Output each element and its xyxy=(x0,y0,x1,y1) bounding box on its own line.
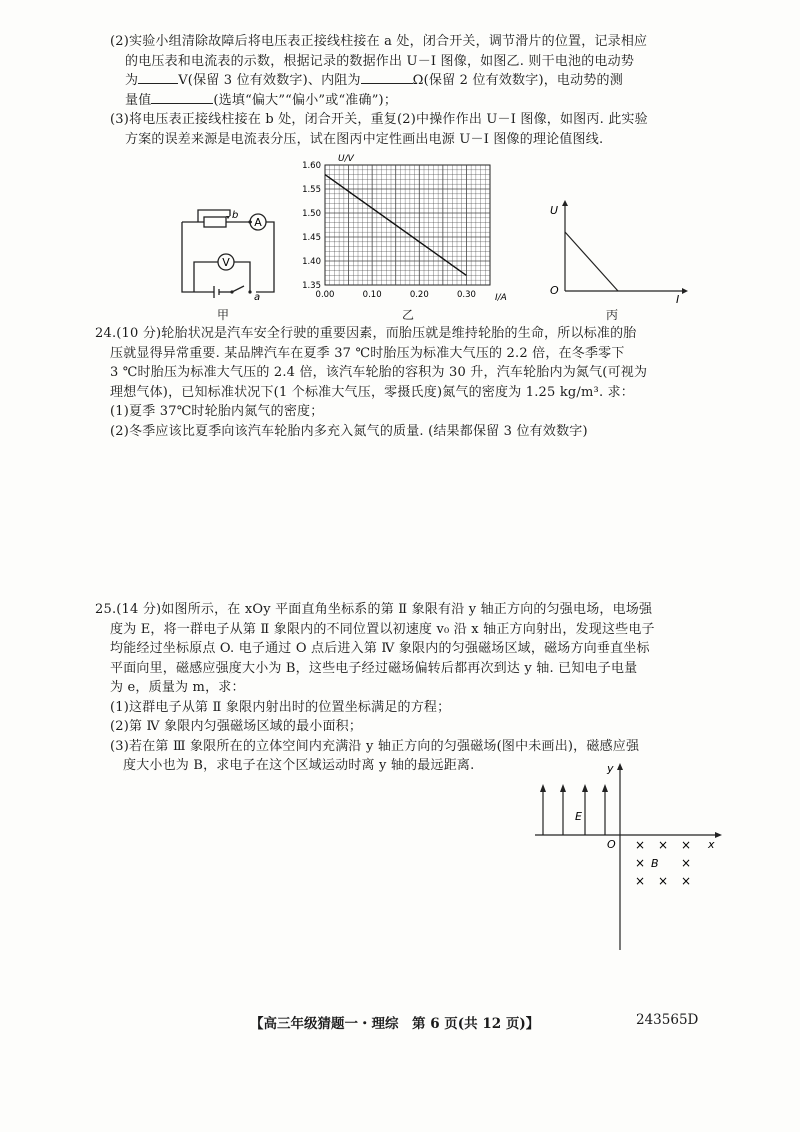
y-tick-label: 1.55 xyxy=(302,185,321,195)
bing-xlabel: I xyxy=(676,293,680,306)
q25-line6: (1)这群电子从第 Ⅱ 象限内射出时的位置坐标满足的方程； xyxy=(110,699,451,715)
q25-line7: (2)第 Ⅳ 象限内匀强磁场区域的最小面积； xyxy=(110,719,363,734)
q25-line8: (3)若在第 Ⅲ 象限所在的立体空间内充满沿 y 轴正方向的匀强磁场(图中未画出)，磁感应强 xyxy=(110,738,640,754)
graph-bing xyxy=(540,196,690,306)
q24-line2: 压就显得异常重要. 某品牌汽车在夏季 37 ℃时胎压为标准大气压的 2.2 倍，在冬季零下 xyxy=(110,345,625,361)
x-tick-label: 0.30 xyxy=(456,290,476,300)
y-tick-label: 1.45 xyxy=(302,233,321,243)
axis-x-label: x xyxy=(708,838,715,851)
page-footer: 【高三年级猜题一・理综 第 6 页(共 12 页)】 xyxy=(250,1016,540,1032)
q24-line4: 理想气体)，已知标准状况下(1 个标准大气压，零摄氏度)氮气的密度为 1.25 kg/m³. 求： xyxy=(110,384,635,400)
field-B-label: B xyxy=(651,857,659,870)
y-tick-label: 1.60 xyxy=(302,161,321,171)
bing-origin: O xyxy=(550,284,559,297)
q23-p3-line2: 方案的误差来源是电流表分压，试在图丙中定性画出电源 U－I 图像的理论值图线. xyxy=(125,131,604,147)
q24-line1: 24.(10 分)轮胎状况是汽车安全行驶的重要因素，而胎压就是维持轮胎的生命，所以标准的胎 xyxy=(95,326,637,341)
x-tick-label: 0.20 xyxy=(409,290,429,300)
y-tick-label: 1.35 xyxy=(302,281,321,291)
q23-p2-line2: 的电压表和电流表的示数，根据记录的数据作出 U－I 图像，如图乙. 则干电池的电动势 xyxy=(125,53,635,69)
magnetic-field-cross: × xyxy=(657,838,669,852)
ui-chart xyxy=(290,150,510,305)
question-25 xyxy=(95,600,700,776)
chart-ylabel: U/V xyxy=(338,154,354,164)
q24-line3: 3 ℃时胎压为标准大气压的 2.4 倍，该汽车轮胎的容积为 30 升，汽车轮胎内为氮气(可视为 xyxy=(110,365,648,380)
field-diagram xyxy=(525,760,725,960)
magnetic-field-cross: × xyxy=(680,838,692,852)
q25-line4: 平面向里，磁感应强度大小为 B，这些电子经过磁场偏转后都再次到达 y 轴. 已知电子电量 xyxy=(110,660,638,676)
origin-label: O xyxy=(607,838,616,851)
q24-line5: (1)夏季 37℃时轮胎内氮气的密度； xyxy=(110,404,324,419)
q23-p2-line3a: 为 xyxy=(125,73,139,88)
circuit-diagram xyxy=(170,196,280,306)
q23-p2-line3 xyxy=(110,71,695,91)
q25-line2: 度为 E，将一群电子从第 Ⅱ 象限内的不同位置以初速度 v₀ 沿 x 轴正方向射出，发现这些电子 xyxy=(110,621,655,637)
q23-p2-line3c: Ω(保留 2 位有效数字)，电动势的测 xyxy=(412,73,623,88)
caption-yi: 乙 xyxy=(402,308,415,322)
axis-y-label: y xyxy=(607,762,614,775)
bing-ylabel: U xyxy=(550,204,559,217)
q23-part3 xyxy=(110,110,695,149)
measured-value-blank[interactable] xyxy=(151,91,213,104)
y-tick-label: 1.40 xyxy=(302,257,321,267)
q25-line9: 度大小也为 B，求电子在这个区域运动时离 y 轴的最远距离. xyxy=(123,758,475,773)
y-tick-label: 1.50 xyxy=(302,209,321,219)
q23-p2-line1: (2)实验小组清除故障后将电压表正接线柱接在 a 处，闭合开关，调节滑片的位置，记录相应 xyxy=(110,34,648,49)
internal-resistance-blank[interactable] xyxy=(361,71,413,84)
emf-blank[interactable] xyxy=(138,71,178,84)
x-tick-label: 0.10 xyxy=(362,290,382,300)
q23-p2-line4a: 量值 xyxy=(125,92,152,108)
caption-bing: 丙 xyxy=(606,308,619,322)
magnetic-field-cross: × xyxy=(634,838,646,852)
q25-line1: 25.(14 分)如图所示，在 xOy 平面直角坐标系的第 Ⅱ 象限有沿 y 轴正方向的匀强电场，电场强 xyxy=(95,602,653,617)
magnetic-field-cross: × xyxy=(657,874,669,888)
q25-line5: 为 e，质量为 m，求： xyxy=(110,680,245,695)
question-24 xyxy=(95,324,700,441)
caption-jia: 甲 xyxy=(217,308,230,322)
paper-code: 243565D xyxy=(636,1012,699,1028)
magnetic-field-cross: × xyxy=(680,874,692,888)
terminal-a-label: a xyxy=(254,292,261,303)
q23-p3-line1: (3)将电压表正接线柱接在 b 处，闭合开关，重复(2)中操作作出 U－I 图像，如图丙. 此实验 xyxy=(110,112,648,127)
voltmeter-label: V xyxy=(222,256,230,269)
q24-line6: (2)冬季应该比夏季向该汽车轮胎内多充入氮气的质量. (结果都保留 3 位有效数字) xyxy=(110,423,588,439)
q25-line3: 均能经过坐标原点 O. 电子通过 O 点后进入第 Ⅳ 象限内的匀强磁场区域，磁场方向垂直坐标 xyxy=(110,641,650,656)
q23-p2-line3b: V(保留 3 位有效数字)、内阻为 xyxy=(178,73,361,88)
terminal-b-label: b xyxy=(232,210,239,221)
magnetic-field-cross: × xyxy=(634,874,646,888)
x-tick-label: 0.00 xyxy=(315,290,335,300)
magnetic-field-cross: × xyxy=(634,856,646,870)
q23-p2-line4 xyxy=(110,91,695,111)
ammeter-label: A xyxy=(254,216,262,229)
chart-xlabel: I/A xyxy=(495,293,507,303)
chart-grid xyxy=(325,165,490,285)
field-E-label: E xyxy=(575,810,582,823)
q23-part2 xyxy=(110,32,695,110)
q23-p2-line4b: (选填“偏大”“偏小”或“准确”)； xyxy=(213,92,398,108)
chart-frame xyxy=(325,165,490,285)
magnetic-field-cross: × xyxy=(680,856,692,870)
